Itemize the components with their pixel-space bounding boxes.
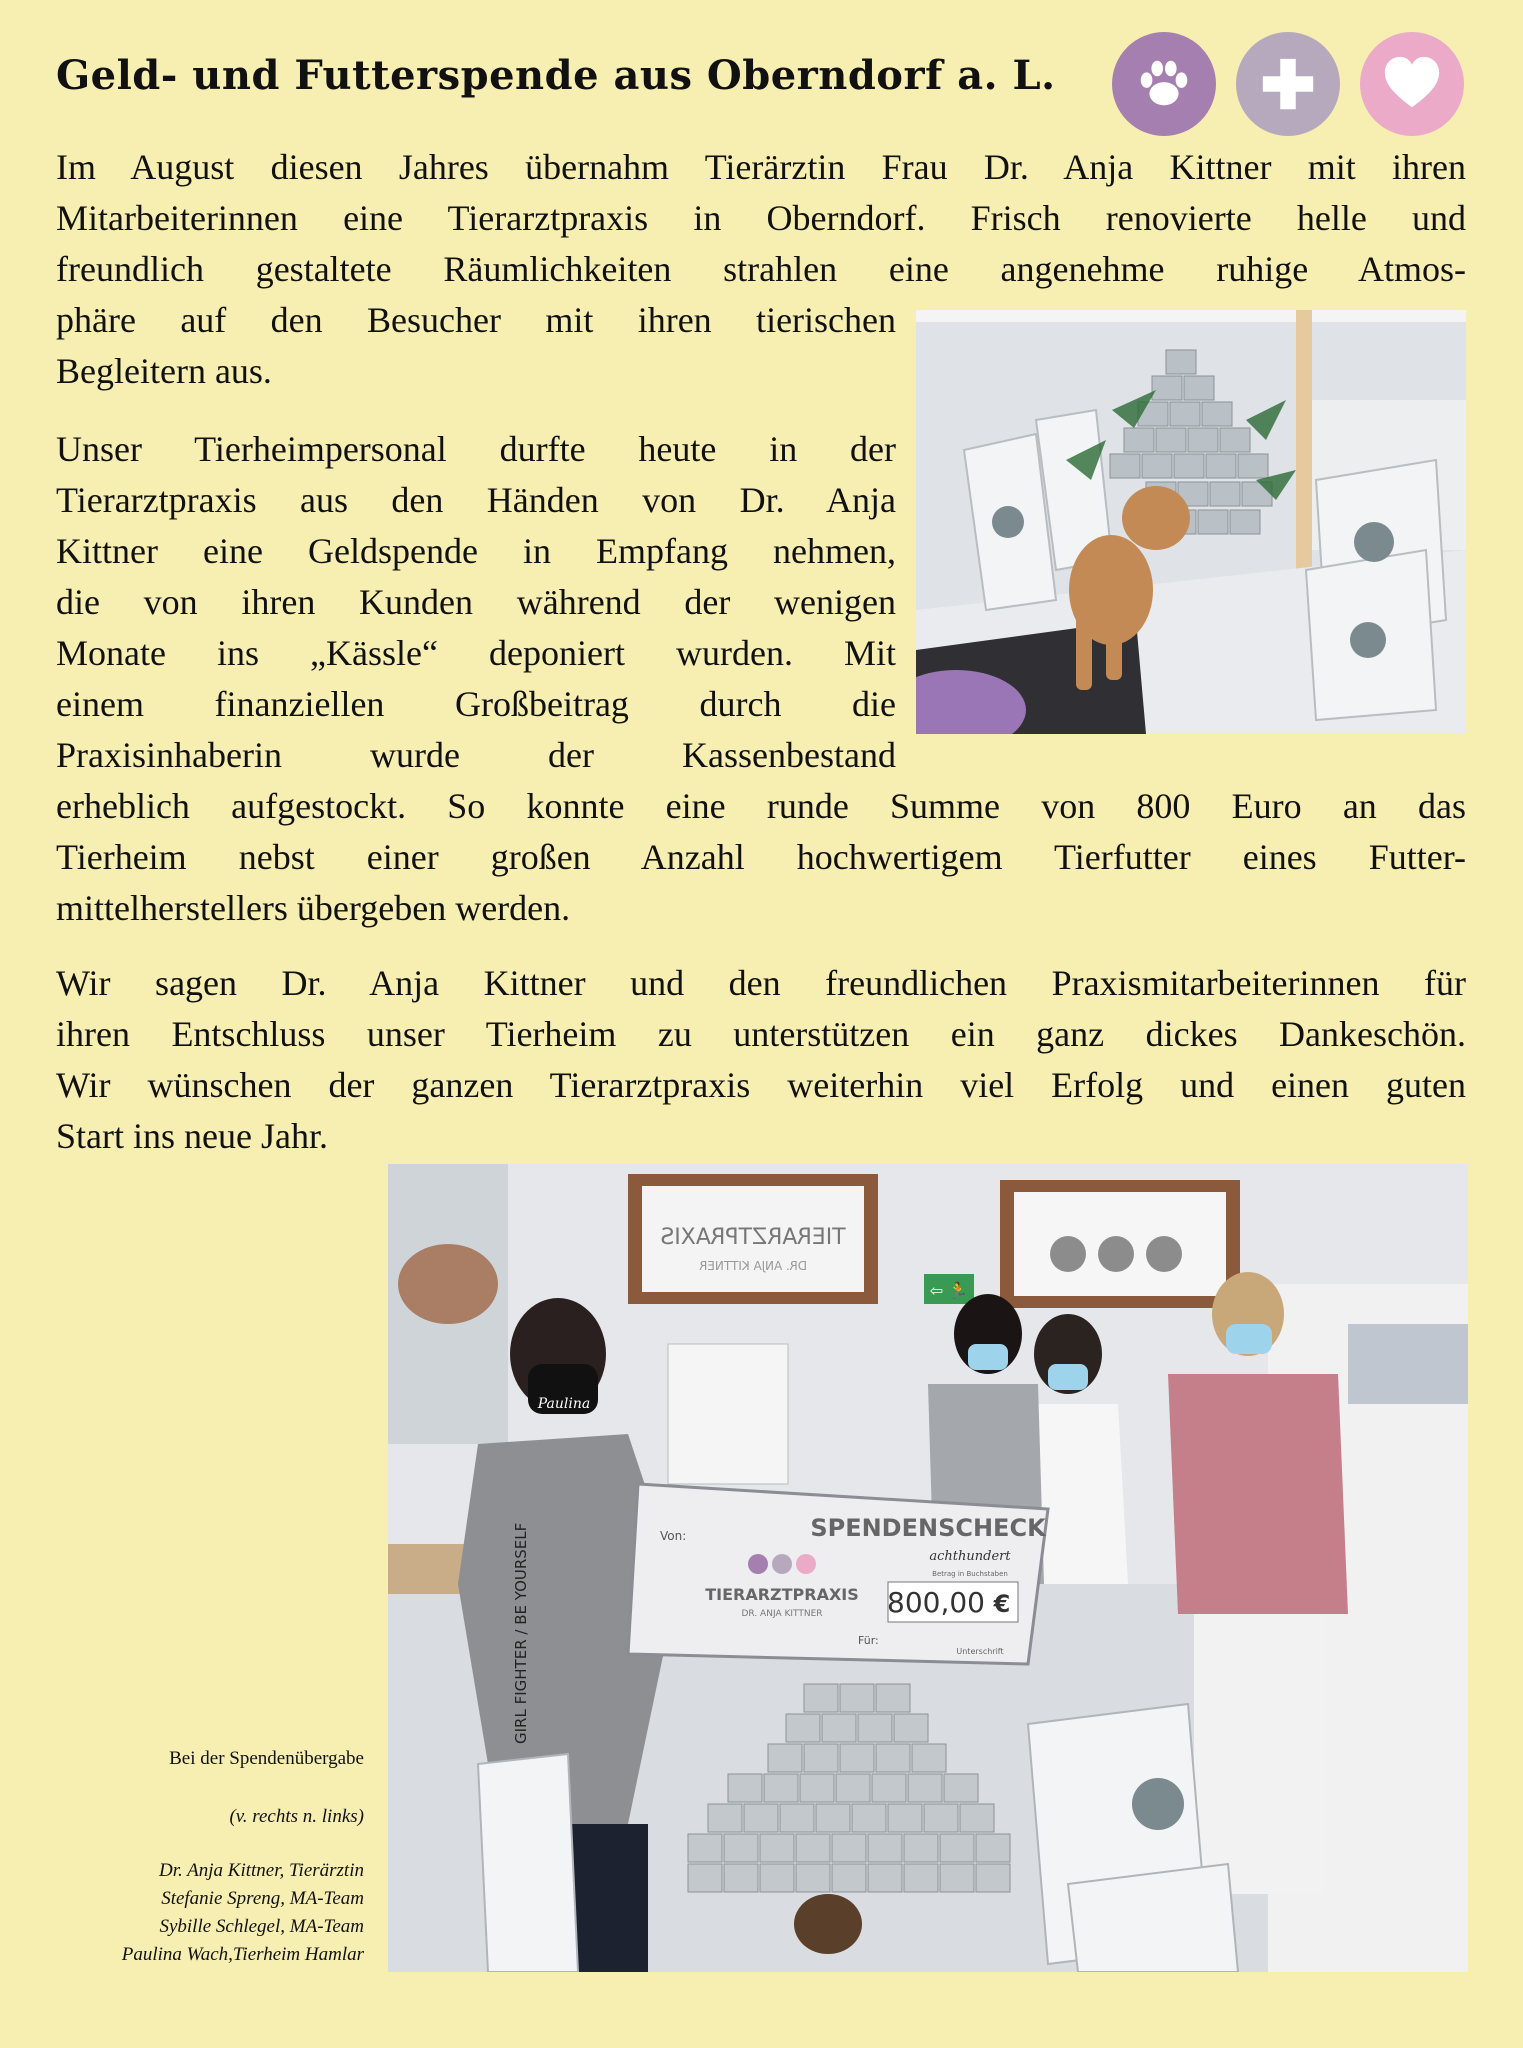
text-line: erheblich aufgestockt. So konnte eine runde Summe von 800 Euro an das [56, 786, 1466, 826]
caption-name: Stefanie Spreng, MA-Team [161, 1888, 364, 1909]
check-currency: € [993, 1590, 1011, 1618]
plus-icon [1257, 53, 1319, 115]
check-amount: 800,00 [887, 1586, 985, 1619]
text-line: Mitarbeiterinnen eine Tierarztpraxis in Oberndorf. Frisch renovierte helle und [56, 198, 1466, 238]
paragraph-thanks [56, 958, 1466, 1162]
text-line: Start ins neue Jahr. [56, 1116, 328, 1156]
text-line: Wir wünschen der ganzen Tierarztpraxis weiterhin viel Erfolg und einen guten [56, 1065, 1466, 1105]
paragraph-donation-wide [56, 781, 1466, 934]
text-line: Tierheim nebst einer großen Anzahl hochwertigem Tierfutter eines Futter- [56, 837, 1466, 877]
paragraph-donation-narrow [56, 424, 896, 781]
caption-name: Paulina Wach,Tierheim Hamlar [121, 1944, 364, 1965]
text-line: Begleitern aus. [56, 351, 272, 391]
photo-caption [0, 1745, 364, 1969]
check-words-label: Betrag in Buchstaben [932, 1570, 1008, 1578]
check-brand-sub: DR. ANJA KITTNER [741, 1609, 823, 1619]
paragraph-intro-top [56, 142, 1466, 295]
heart-icon [1381, 53, 1443, 115]
text-line: ihren Entschluss unser Tierheim zu unterstützen ein ganz dickes Dankeschön. [56, 1014, 1466, 1054]
check-from: Von: [660, 1529, 687, 1543]
check-handover-photo [388, 1164, 1468, 1972]
paw-icon [1133, 53, 1195, 115]
text-line: Kittner eine Geldspende in Empfang nehmen, [56, 531, 896, 571]
jacket-text: GIRL FIGHTER / BE YOURSELF [512, 1522, 530, 1744]
caption-title: Bei der Spendenübergabe [169, 1748, 364, 1769]
plus-badge [1236, 32, 1340, 136]
text-line: die von ihren Kunden während der wenigen [56, 582, 896, 622]
text-line: freundlich gestaltete Räumlichkeiten strahlen eine angenehme ruhige Atmos- [56, 249, 1466, 289]
text-line: mittelherstellers übergeben werden. [56, 888, 571, 928]
text-line: phäre auf den Besucher mit ihren tierischen [56, 300, 896, 340]
text-line: einem finanziellen Großbeitrag durch die [56, 684, 896, 724]
heart-badge [1360, 32, 1464, 136]
article-title: Geld- und Futterspende aus Oberndorf a. L. [56, 52, 1056, 99]
check-sign-label: Unterschrift [956, 1647, 1004, 1656]
text-line: Monate ins „Kässle“ deponiert wurden. Mit [56, 633, 896, 673]
text-line: Im August diesen Jahres übernahm Tierärztin Frau Dr. Anja Kittner mit ihren [56, 147, 1466, 187]
caption-order: (v. rechts n. links) [229, 1806, 364, 1827]
donation-check [628, 1484, 1048, 1664]
sign-subtitle: DR. ANJA KITTNER [698, 1259, 808, 1273]
window-sign-right [1000, 1180, 1240, 1308]
mask-text: Paulina [537, 1396, 591, 1412]
text-line: Praxisinhaberin wurde der Kassenbestand [56, 735, 896, 775]
exit-sign: ⇦ 🏃 [929, 1281, 969, 1300]
text-line: Wir sagen Dr. Anja Kittner und den freundlichen Praxismitarbeiterinnen für [56, 963, 1466, 1003]
paw-badge [1112, 32, 1216, 136]
caption-name: Dr. Anja Kittner, Tierärztin [158, 1860, 364, 1881]
caption-name: Sybille Schlegel, MA-Team [159, 1916, 364, 1937]
check-title: SPENDENSCHECK [810, 1514, 1046, 1542]
check-words: achthundert [929, 1549, 1011, 1564]
sign-title: TIERARZTPRAXIS [660, 1225, 846, 1250]
window-sign-left [628, 1174, 878, 1304]
text-line: Tierarztpraxis aus den Händen von Dr. Anja [56, 480, 896, 520]
check-brand: TIERARZTPRAXIS [705, 1585, 859, 1604]
paragraph-intro-bottom [56, 295, 896, 397]
text-line: Unser Tierheimpersonal durfte heute in der [56, 429, 896, 469]
dog-food-donation-photo [916, 310, 1466, 734]
check-for: Für: [858, 1634, 879, 1647]
